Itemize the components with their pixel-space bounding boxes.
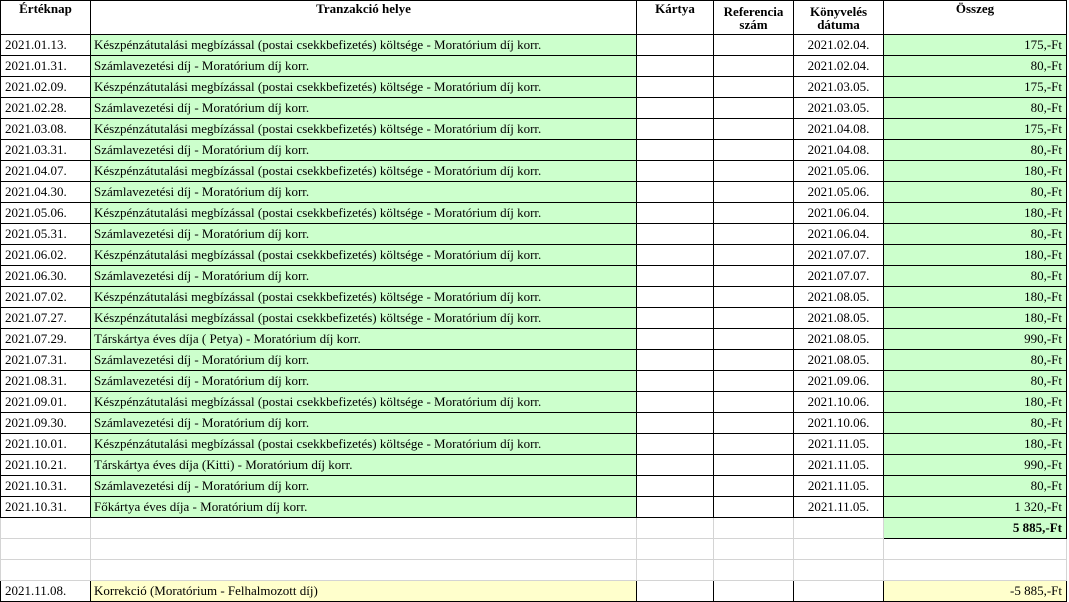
place-cell[interactable]: Számlavezetési díj - Moratórium díj korr.	[91, 98, 637, 119]
value-date-cell[interactable]: 2021.06.30.	[1, 266, 91, 287]
table-row[interactable]	[1, 287, 1067, 308]
amount-cell[interactable]: 180,-Ft	[884, 245, 1067, 266]
table-row[interactable]	[1, 140, 1067, 161]
amount-cell[interactable]: 990,-Ft	[884, 455, 1067, 476]
correction-row[interactable]	[1, 581, 1067, 602]
place-cell[interactable]: Készpénzátutalási megbízással (postai csekkbefizetés) költsége - Moratórium díj korr.	[91, 308, 637, 329]
value-date-cell[interactable]: 2021.04.07.	[1, 161, 91, 182]
booking-date-cell[interactable]: 2021.10.06.	[794, 413, 884, 434]
place-cell[interactable]: Számlavezetési díj - Moratórium díj korr.	[91, 224, 637, 245]
reference-cell[interactable]	[714, 350, 794, 371]
table-row[interactable]	[1, 161, 1067, 182]
booking-date-cell[interactable]: 2021.03.05.	[794, 98, 884, 119]
value-date-cell[interactable]: 2021.03.31.	[1, 140, 91, 161]
card-cell[interactable]	[637, 224, 714, 245]
reference-cell[interactable]	[714, 203, 794, 224]
amount-cell[interactable]: 1 320,-Ft	[884, 497, 1067, 518]
correction-date-cell[interactable]: 2021.11.08.	[1, 581, 91, 602]
header-row	[1, 1, 1067, 35]
card-cell[interactable]	[637, 98, 714, 119]
booking-date-cell[interactable]: 2021.06.04.	[794, 203, 884, 224]
empty-cell[interactable]	[637, 518, 714, 539]
empty-cell[interactable]	[1, 539, 91, 560]
empty-row	[1, 560, 1067, 581]
card-cell[interactable]	[637, 455, 714, 476]
amount-cell[interactable]: 80,-Ft	[884, 224, 1067, 245]
amount-cell[interactable]: 80,-Ft	[884, 140, 1067, 161]
booking-date-cell[interactable]: 2021.11.05.	[794, 434, 884, 455]
correction-place-cell[interactable]: Korrekció (Moratórium - Felhalmozott díj)	[91, 581, 637, 602]
place-cell[interactable]: Készpénzátutalási megbízással (postai csekkbefizetés) költsége - Moratórium díj korr.	[91, 287, 637, 308]
place-cell[interactable]: Készpénzátutalási megbízással (postai csekkbefizetés) költsége - Moratórium díj korr.	[91, 245, 637, 266]
header-value-date: Értéknap	[1, 1, 91, 35]
table-row[interactable]	[1, 392, 1067, 413]
place-cell[interactable]: Számlavezetési díj - Moratórium díj korr.	[91, 476, 637, 497]
amount-cell[interactable]: 80,-Ft	[884, 182, 1067, 203]
booking-date-cell[interactable]: 2021.06.04.	[794, 224, 884, 245]
table-row[interactable]	[1, 455, 1067, 476]
value-date-cell[interactable]: 2021.09.01.	[1, 392, 91, 413]
booking-date-cell[interactable]: 2021.03.05.	[794, 77, 884, 98]
reference-cell[interactable]	[714, 266, 794, 287]
reference-cell[interactable]	[714, 287, 794, 308]
reference-cell[interactable]	[714, 182, 794, 203]
reference-cell[interactable]	[714, 392, 794, 413]
card-cell[interactable]	[637, 434, 714, 455]
value-date-cell[interactable]: 2021.01.31.	[1, 56, 91, 77]
amount-cell[interactable]: 990,-Ft	[884, 329, 1067, 350]
amount-cell[interactable]: 180,-Ft	[884, 161, 1067, 182]
value-date-cell[interactable]: 2021.07.31.	[1, 350, 91, 371]
reference-cell[interactable]	[714, 77, 794, 98]
empty-cell[interactable]	[637, 539, 714, 560]
empty-cell[interactable]	[91, 539, 637, 560]
table-row[interactable]	[1, 266, 1067, 287]
empty-cell[interactable]	[714, 518, 794, 539]
table-row[interactable]	[1, 413, 1067, 434]
empty-cell[interactable]	[714, 539, 794, 560]
card-cell[interactable]	[637, 140, 714, 161]
reference-cell[interactable]	[714, 140, 794, 161]
card-cell[interactable]	[637, 329, 714, 350]
table-row[interactable]	[1, 476, 1067, 497]
amount-cell[interactable]: 80,-Ft	[884, 98, 1067, 119]
value-date-cell[interactable]: 2021.07.27.	[1, 308, 91, 329]
header-card: Kártya	[637, 1, 714, 35]
place-cell[interactable]: Főkártya éves díja - Moratórium díj korr.	[91, 497, 637, 518]
card-cell[interactable]	[637, 371, 714, 392]
booking-date-cell[interactable]: 2021.02.04.	[794, 35, 884, 56]
table-row[interactable]	[1, 350, 1067, 371]
booking-date-cell[interactable]: 2021.04.08.	[794, 140, 884, 161]
value-date-cell[interactable]: 2021.10.01.	[1, 434, 91, 455]
booking-date-cell[interactable]: 2021.08.05.	[794, 308, 884, 329]
amount-cell[interactable]: 80,-Ft	[884, 350, 1067, 371]
reference-cell[interactable]	[714, 581, 794, 602]
amount-cell[interactable]: 180,-Ft	[884, 308, 1067, 329]
amount-cell[interactable]: 175,-Ft	[884, 119, 1067, 140]
amount-cell[interactable]: 80,-Ft	[884, 413, 1067, 434]
reference-cell[interactable]	[714, 98, 794, 119]
booking-date-cell[interactable]: 2021.05.06.	[794, 161, 884, 182]
place-cell[interactable]: Készpénzátutalási megbízással (postai csekkbefizetés) költsége - Moratórium díj korr.	[91, 434, 637, 455]
booking-date-cell[interactable]: 2021.07.07.	[794, 245, 884, 266]
place-cell[interactable]: Készpénzátutalási megbízással (postai csekkbefizetés) költsége - Moratórium díj korr.	[91, 77, 637, 98]
table-row[interactable]	[1, 77, 1067, 98]
empty-cell[interactable]	[794, 539, 884, 560]
card-cell[interactable]	[637, 287, 714, 308]
amount-cell[interactable]: 175,-Ft	[884, 77, 1067, 98]
total-row	[1, 518, 1067, 539]
table-row[interactable]	[1, 119, 1067, 140]
header-amount: Összeg	[884, 1, 1067, 35]
empty-cell[interactable]	[794, 560, 884, 581]
reference-cell[interactable]	[714, 119, 794, 140]
header-reference: Referencia szám	[714, 1, 794, 35]
card-cell[interactable]	[637, 392, 714, 413]
table-row[interactable]	[1, 98, 1067, 119]
empty-cell[interactable]	[637, 560, 714, 581]
empty-cell[interactable]	[884, 560, 1067, 581]
place-cell[interactable]: Készpénzátutalási megbízással (postai csekkbefizetés) költsége - Moratórium díj korr.	[91, 119, 637, 140]
card-cell[interactable]	[637, 308, 714, 329]
place-cell[interactable]: Számlavezetési díj - Moratórium díj korr.	[91, 371, 637, 392]
reference-cell[interactable]	[714, 224, 794, 245]
reference-cell[interactable]	[714, 476, 794, 497]
place-cell[interactable]: Társkártya éves díja (Kitti) - Moratórium díj korr.	[91, 455, 637, 476]
booking-date-cell[interactable]: 2021.08.05.	[794, 329, 884, 350]
card-cell[interactable]	[637, 35, 714, 56]
place-cell[interactable]: Készpénzátutalási megbízással (postai csekkbefizetés) költsége - Moratórium díj korr.	[91, 203, 637, 224]
place-cell[interactable]: Számlavezetési díj - Moratórium díj korr.	[91, 350, 637, 371]
booking-date-cell[interactable]: 2021.11.05.	[794, 455, 884, 476]
table-row[interactable]	[1, 497, 1067, 518]
value-date-cell[interactable]: 2021.02.28.	[1, 98, 91, 119]
amount-cell[interactable]: 180,-Ft	[884, 203, 1067, 224]
empty-cell[interactable]	[884, 539, 1067, 560]
amount-cell[interactable]: 80,-Ft	[884, 371, 1067, 392]
place-cell[interactable]: Számlavezetési díj - Moratórium díj korr.	[91, 140, 637, 161]
booking-date-cell[interactable]: 2021.04.08.	[794, 119, 884, 140]
empty-cell[interactable]	[1, 560, 91, 581]
card-cell[interactable]	[637, 350, 714, 371]
place-cell[interactable]: Készpénzátutalási megbízással (postai csekkbefizetés) költsége - Moratórium díj korr.	[91, 161, 637, 182]
value-date-cell[interactable]: 2021.08.31.	[1, 371, 91, 392]
reference-cell[interactable]	[714, 35, 794, 56]
value-date-cell[interactable]: 2021.04.30.	[1, 182, 91, 203]
empty-cell[interactable]	[794, 518, 884, 539]
value-date-cell[interactable]: 2021.07.29.	[1, 329, 91, 350]
place-cell[interactable]: Számlavezetési díj - Moratórium díj korr.	[91, 182, 637, 203]
place-cell[interactable]: Készpénzátutalási megbízással (postai csekkbefizetés) költsége - Moratórium díj korr.	[91, 35, 637, 56]
value-date-cell[interactable]: 2021.01.13.	[1, 35, 91, 56]
card-cell[interactable]	[637, 161, 714, 182]
amount-cell[interactable]: 180,-Ft	[884, 434, 1067, 455]
value-date-cell[interactable]: 2021.05.06.	[1, 203, 91, 224]
place-cell[interactable]: Számlavezetési díj - Moratórium díj korr.	[91, 413, 637, 434]
booking-date-cell[interactable]: 2021.08.05.	[794, 350, 884, 371]
value-date-cell[interactable]: 2021.03.08.	[1, 119, 91, 140]
amount-cell[interactable]: 180,-Ft	[884, 287, 1067, 308]
amount-cell[interactable]: 80,-Ft	[884, 56, 1067, 77]
place-cell[interactable]: Készpénzátutalási megbízással (postai csekkbefizetés) költsége - Moratórium díj korr.	[91, 392, 637, 413]
table-row[interactable]	[1, 329, 1067, 350]
table-row[interactable]	[1, 35, 1067, 56]
empty-cell[interactable]	[91, 518, 637, 539]
amount-cell[interactable]: 180,-Ft	[884, 392, 1067, 413]
place-cell[interactable]: Számlavezetési díj - Moratórium díj korr.	[91, 266, 637, 287]
reference-cell[interactable]	[714, 434, 794, 455]
value-date-cell[interactable]: 2021.10.31.	[1, 476, 91, 497]
reference-cell[interactable]	[714, 245, 794, 266]
value-date-cell[interactable]: 2021.10.31.	[1, 497, 91, 518]
table-row[interactable]	[1, 224, 1067, 245]
empty-cell[interactable]	[1, 518, 91, 539]
card-cell[interactable]	[637, 497, 714, 518]
empty-row	[1, 539, 1067, 560]
table-row[interactable]	[1, 308, 1067, 329]
card-cell[interactable]	[637, 56, 714, 77]
card-cell[interactable]	[637, 77, 714, 98]
reference-cell[interactable]	[714, 56, 794, 77]
card-cell[interactable]	[637, 581, 714, 602]
reference-cell[interactable]	[714, 308, 794, 329]
value-date-cell[interactable]: 2021.10.21.	[1, 455, 91, 476]
header-place: Tranzakció helye	[91, 1, 637, 35]
total-amount-cell[interactable]: 5 885,-Ft	[884, 518, 1067, 539]
reference-cell[interactable]	[714, 371, 794, 392]
booking-date-cell[interactable]: 2021.05.06.	[794, 182, 884, 203]
reference-cell[interactable]	[714, 413, 794, 434]
place-cell[interactable]: Számlavezetési díj - Moratórium díj korr.	[91, 56, 637, 77]
card-cell[interactable]	[637, 119, 714, 140]
header-booking-date: Könyvelés dátuma	[794, 1, 884, 35]
reference-cell[interactable]	[714, 497, 794, 518]
card-cell[interactable]	[637, 245, 714, 266]
amount-cell[interactable]: 80,-Ft	[884, 476, 1067, 497]
reference-cell[interactable]	[714, 329, 794, 350]
booking-date-cell[interactable]	[794, 581, 884, 602]
table-row[interactable]	[1, 182, 1067, 203]
correction-amount-cell[interactable]: -5 885,-Ft	[884, 581, 1067, 602]
booking-date-cell[interactable]: 2021.11.05.	[794, 497, 884, 518]
value-date-cell[interactable]: 2021.09.30.	[1, 413, 91, 434]
table-row[interactable]	[1, 434, 1067, 455]
booking-date-cell[interactable]: 2021.02.04.	[794, 56, 884, 77]
table-row[interactable]	[1, 371, 1067, 392]
card-cell[interactable]	[637, 266, 714, 287]
card-cell[interactable]	[637, 413, 714, 434]
empty-cell[interactable]	[714, 560, 794, 581]
table-row[interactable]	[1, 56, 1067, 77]
card-cell[interactable]	[637, 203, 714, 224]
value-date-cell[interactable]: 2021.05.31.	[1, 224, 91, 245]
value-date-cell[interactable]: 2021.02.09.	[1, 77, 91, 98]
value-date-cell[interactable]: 2021.06.02.	[1, 245, 91, 266]
card-cell[interactable]	[637, 182, 714, 203]
booking-date-cell[interactable]: 2021.09.06.	[794, 371, 884, 392]
booking-date-cell[interactable]: 2021.10.06.	[794, 392, 884, 413]
reference-cell[interactable]	[714, 455, 794, 476]
booking-date-cell[interactable]: 2021.07.07.	[794, 266, 884, 287]
amount-cell[interactable]: 80,-Ft	[884, 266, 1067, 287]
reference-cell[interactable]	[714, 161, 794, 182]
booking-date-cell[interactable]: 2021.11.05.	[794, 476, 884, 497]
value-date-cell[interactable]: 2021.07.02.	[1, 287, 91, 308]
place-cell[interactable]: Társkártya éves díja ( Petya) - Moratórium díj korr.	[91, 329, 637, 350]
card-cell[interactable]	[637, 476, 714, 497]
table-row[interactable]	[1, 245, 1067, 266]
amount-cell[interactable]: 175,-Ft	[884, 35, 1067, 56]
booking-date-cell[interactable]: 2021.08.05.	[794, 287, 884, 308]
table-row[interactable]	[1, 203, 1067, 224]
empty-cell[interactable]	[91, 560, 637, 581]
